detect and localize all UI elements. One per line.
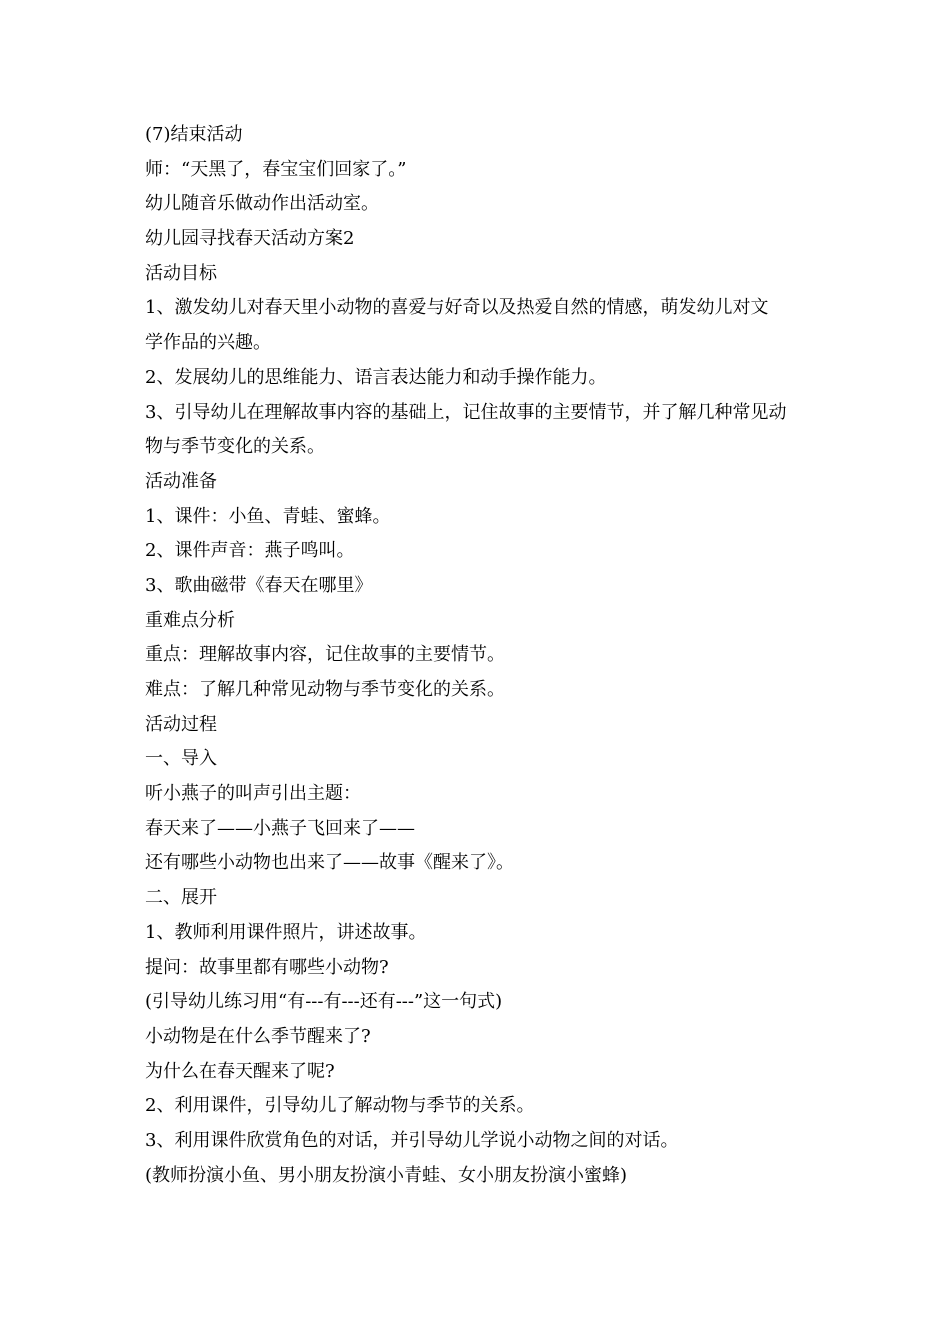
text-line: 1、课件：小鱼、青蛙、蜜蜂。 bbox=[145, 505, 391, 527]
text-line: 物与季节变化的关系。 bbox=[145, 436, 325, 458]
text-line: 提问：故事里都有哪些小动物? bbox=[145, 956, 389, 978]
text-line: 重点：理解故事内容，记住故事的主要情节。 bbox=[145, 644, 505, 666]
text-line: 2、利用课件，引导幼儿了解动物与季节的关系。 bbox=[145, 1095, 535, 1117]
text-line: 3、利用课件欣赏角色的对话，并引导幼儿学说小动物之间的对话。 bbox=[145, 1129, 679, 1151]
text-line: 3、歌曲磁带《春天在哪里》 bbox=[145, 574, 373, 596]
text-line: 1、教师利用课件照片，讲述故事。 bbox=[145, 921, 427, 943]
text-line: 2、发展幼儿的思维能力、语言表达能力和动手操作能力。 bbox=[145, 366, 607, 388]
text-line: 幼儿随音乐做动作出活动室。 bbox=[145, 193, 379, 215]
text-line: 听小燕子的叫声引出主题： bbox=[145, 783, 361, 805]
text-line: 1、激发幼儿对春天里小动物的喜爱与好奇以及热爱自然的情感，萌发幼儿对文 bbox=[145, 297, 769, 319]
section-heading: 活动准备 bbox=[145, 470, 217, 492]
document-body bbox=[145, 118, 810, 1193]
text-line: 师：“天黑了，春宝宝们回家了。” bbox=[145, 158, 407, 180]
section-heading: 幼儿园寻找春天活动方案2 bbox=[145, 228, 355, 250]
section-heading: 二、展开 bbox=[145, 887, 217, 909]
text-line: 3、引导幼儿在理解故事内容的基础上，记住故事的主要情节，并了解几种常见动 bbox=[145, 401, 787, 423]
text-line: 学作品的兴趣。 bbox=[145, 332, 271, 354]
text-line: 春天来了——小燕子飞回来了—— bbox=[145, 817, 415, 839]
text-line: (7)结束活动 bbox=[145, 124, 243, 145]
text-line: (教师扮演小鱼、男小朋友扮演小青蛙、女小朋友扮演小蜜蜂) bbox=[145, 1164, 628, 1186]
text-line: 还有哪些小动物也出来了——故事《醒来了》。 bbox=[145, 852, 514, 874]
section-heading: 活动目标 bbox=[145, 262, 217, 284]
section-heading: 一、导入 bbox=[145, 748, 217, 770]
section-heading: 活动过程 bbox=[145, 713, 217, 735]
text-line: 2、课件声音：燕子鸣叫。 bbox=[145, 540, 355, 562]
text-line: (引导幼儿练习用“有---有---还有---”这一句式) bbox=[145, 991, 503, 1013]
text-line: 小动物是在什么季节醒来了? bbox=[145, 1025, 371, 1047]
text-line: 难点：了解几种常见动物与季节变化的关系。 bbox=[145, 679, 505, 700]
section-heading: 重难点分析 bbox=[145, 609, 235, 631]
text-line: 为什么在春天醒来了呢? bbox=[145, 1060, 335, 1082]
